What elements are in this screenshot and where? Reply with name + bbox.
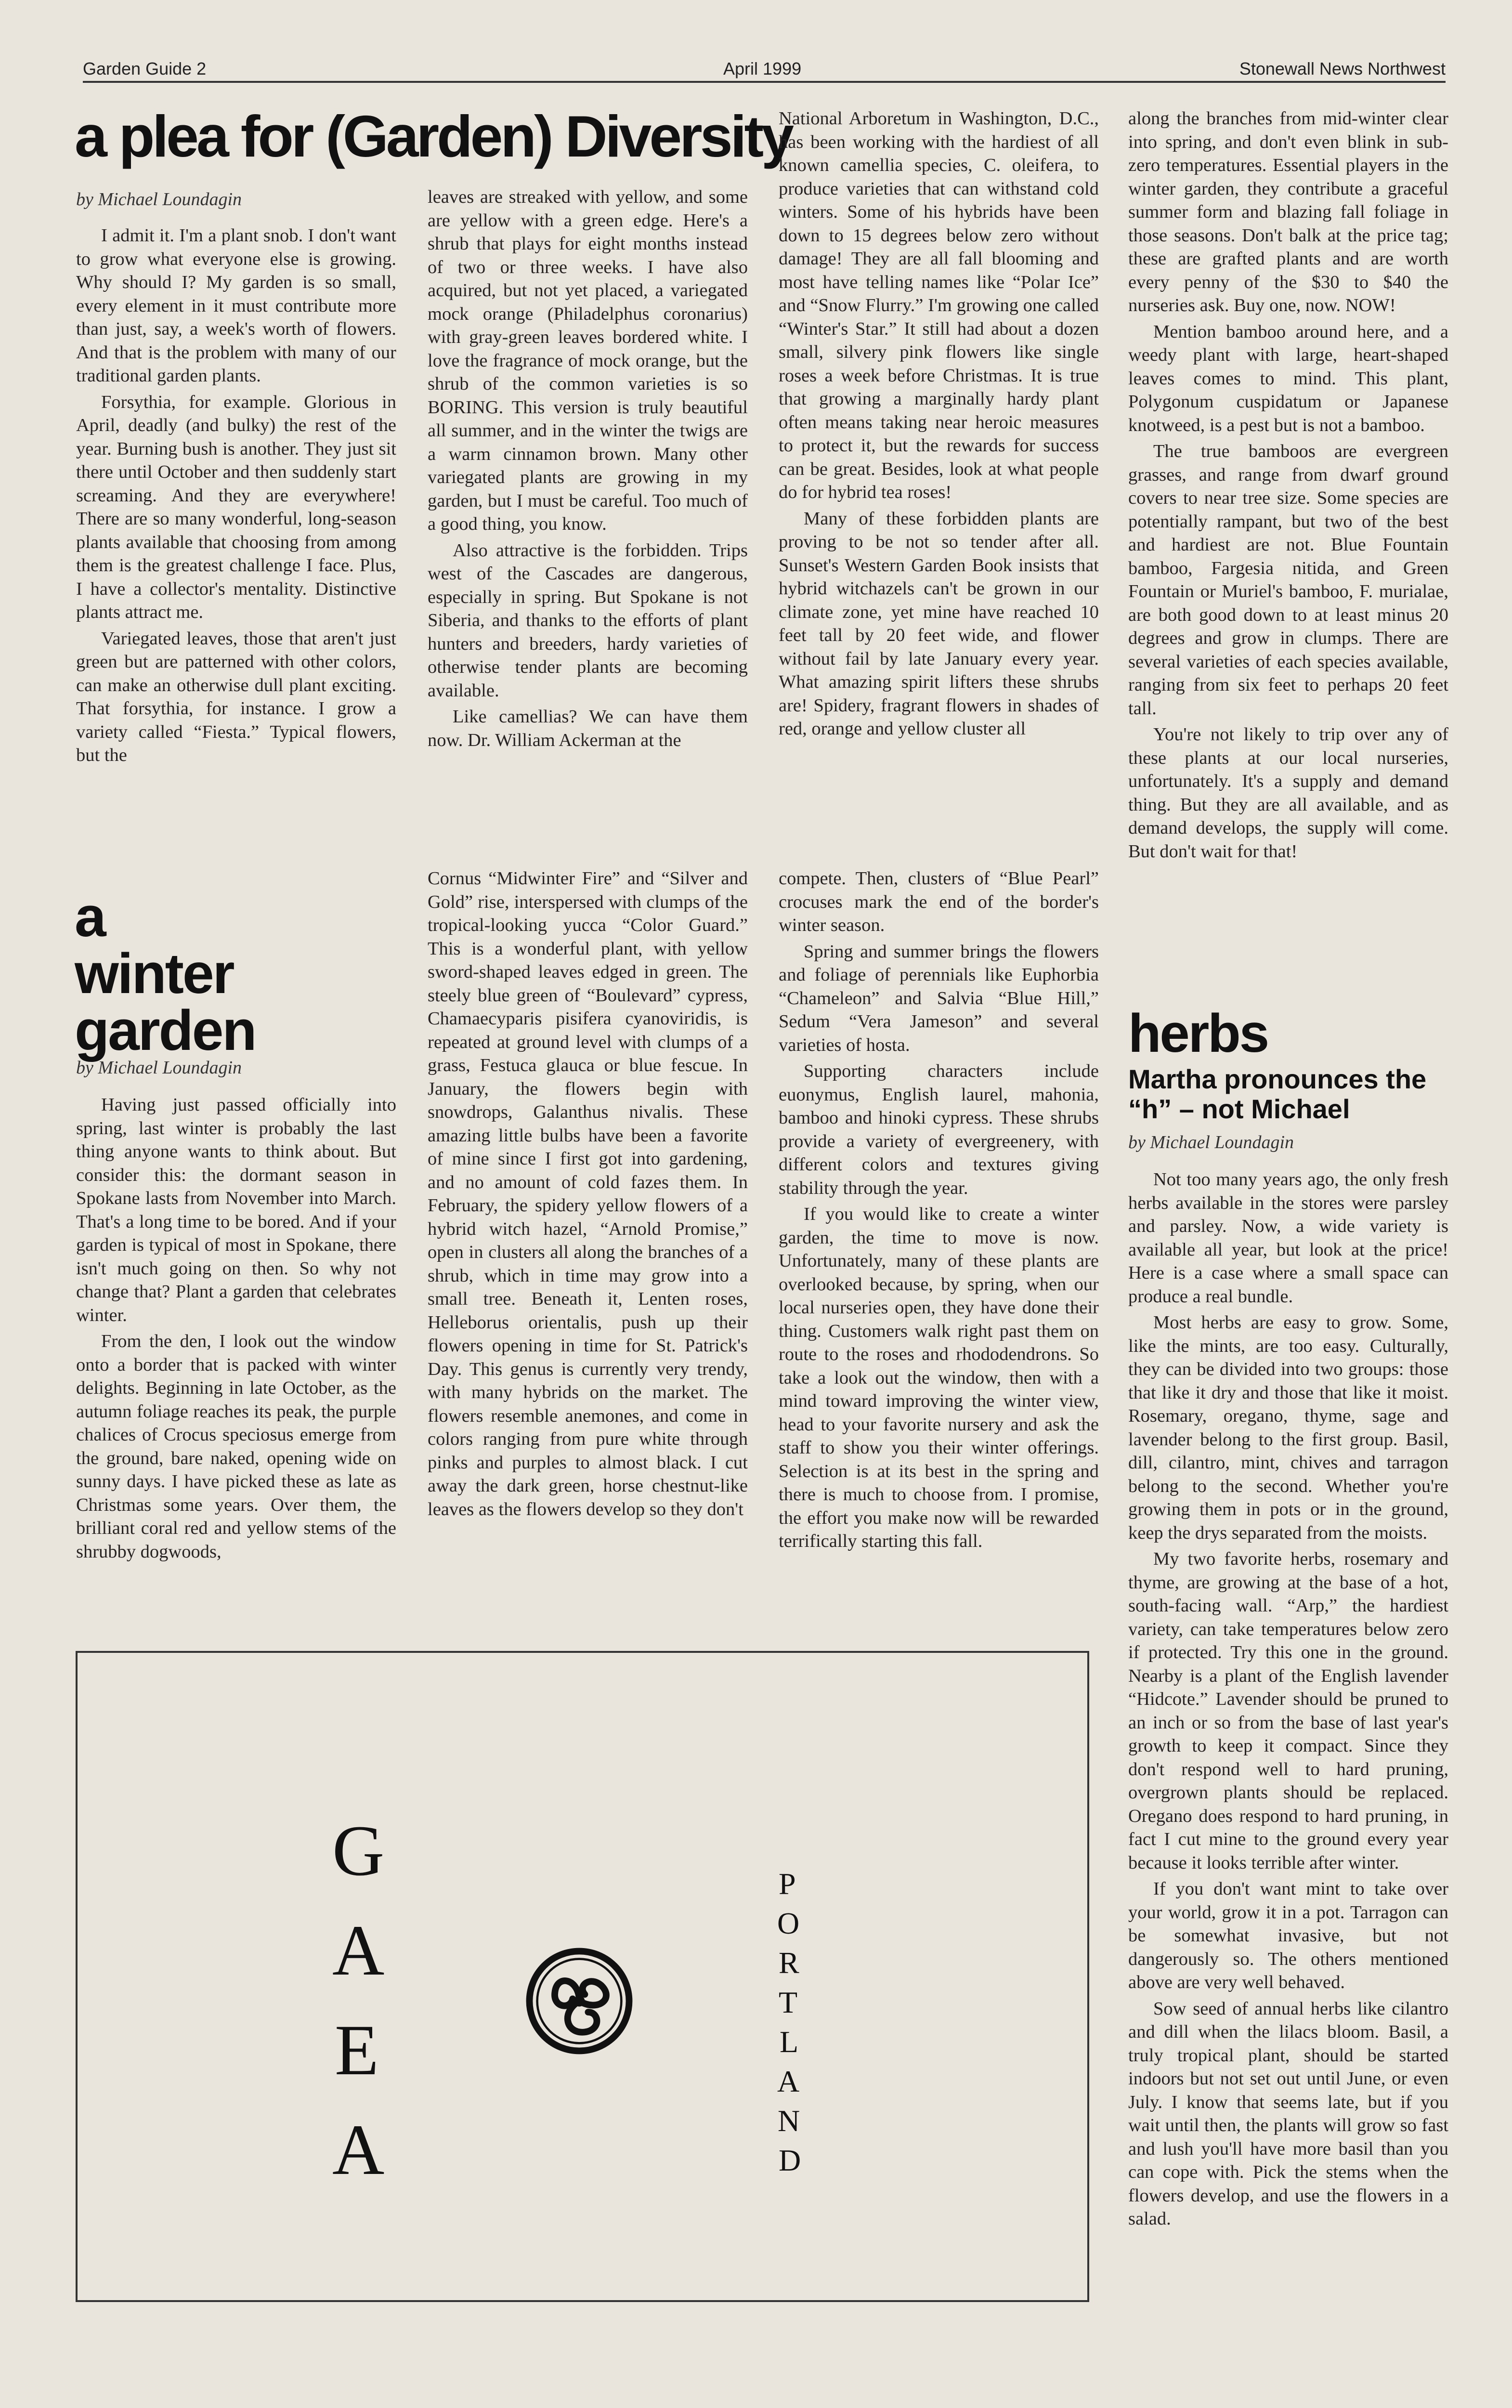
celtic-triskele-icon: [524, 1946, 635, 2056]
paragraph: Spring and summer brings the flowers and foliage of perennials like Euphorbia “Chameleon” and Salvia “Blue Hill,” Sedum “Vera Jameson” and several varieties of hosta.: [779, 941, 1099, 1055]
paragraph: Mention bamboo around here, and a weedy plant with large, heart-shaped leaves comes to mind. This plant, Polygonum cuspidatum or Japanese knotweed, is a pest but is not a bamboo.: [1128, 321, 1448, 435]
ad-letter: E: [335, 2010, 379, 2090]
paragraph: Sow seed of annual herbs like cilantro and dill when the lilacs bloom. Basil, a truly tropical plant, should be started indoors but not set out until June, or even July. I know that seems late, but if you wait until then, the plants will grow so fast and lush you'll have more basil than you can cope with. Pick the stems when the flowers develop, and use the flowers in a salad.: [1128, 1998, 1448, 2229]
paragraph: If you would like to create a winter garden, the time to move is now. Unfortunately, many of these plants are overlooked because, by spring, when our local nurseries open, they have done their thing. Customers walk right past them on route to the roses and rhododendrons. So take a look out the window, then with a mind toward improving the winter view, head to your favorite nursery and ask the staff to show you their winter offerings. Selection is at its best in the spring and there is much to choose from. I promise, the effort you make now will be rewarded terrifically starting this fall.: [779, 1204, 1099, 1551]
paragraph: You're not likely to trip over any of these plants at our local nurseries, unfortunately. It's a supply and demand thing. But they are all available, and as demand develops, the supply will come. But don't wait for that!: [1128, 724, 1448, 862]
issue-date: April 1999: [723, 59, 802, 79]
winter-column-2: [428, 867, 748, 1613]
paragraph: compete. Then, clusters of “Blue Pearl” crocuses mark the end of the border's winter season.: [779, 868, 1099, 935]
paragraph: From the den, I look out the window onto a border that is packed with winter delights. Beginning in late October, as the autumn foliage reaches its peak, the purple chalices of Crocus speciosus emerge from the ground, bare naked, opening wide on sunny days. I have picked these as late as Christmas some years. Over them, the brilliant coral red and yellow stems of the shrubby dogwoods,: [76, 1331, 396, 1562]
article-title-diversity: a plea for (Garden) Diversity: [75, 104, 792, 169]
paragraph: Like camellias? We can have them now. Dr. William Ackerman at the: [428, 707, 748, 750]
herbs-column: [1128, 1168, 1448, 2372]
publication-name: Stonewall News Northwest: [1239, 59, 1446, 79]
ad-city-letter: O: [777, 1906, 800, 1940]
ad-city-letter: R: [779, 1946, 799, 1980]
paragraph: Variegated leaves, those that aren't just green but are patterned with other colors, can make an otherwise dull plant exciting. That forsythia, for instance. I grow a variety called “Fiesta.” Typical flowers, but the: [76, 628, 396, 765]
paragraph: I admit it. I'm a plant snob. I don't want to grow what everyone else is growing. Why should I? My garden is so small, every element in it must contribute more than just, say, a week's worth of flowers. And that is the problem with many of our traditional garden plants.: [76, 225, 396, 386]
paragraph: My two favorite herbs, rosemary and thyme, are growing at the base of a hot, south-facing wall. “Arp,” the hardiest variety, can take temperatures below zero if protected. Try this one in the ground. Nearby is a plant of the English lavender “Hidcote.” Lavender should be pruned to an inch or so from the base of last year's growth to keep it compact. Since they don't respond well to hard pruning, overgrown plants should be replaced. Oregano does respond to hard pruning, in fact I cut mine to the ground every year because it looks terrible after winter.: [1128, 1549, 1448, 1873]
paragraph: Supporting characters include euonymus, English laurel, mahonia, bamboo and hinoki cypress. These shrubs provide a variety of evergreenery, with different colors and textures giving stability through the year.: [779, 1061, 1099, 1198]
ad-city-letter: T: [779, 1985, 798, 2019]
article-title-herbs: herbs: [1128, 1003, 1268, 1063]
winter-column-3: [779, 867, 1099, 1613]
ad-letter: G: [332, 1811, 385, 1891]
page-header: [83, 59, 1446, 83]
paragraph: Having just passed officially into spring, last winter is probably the last thing anyone wants to think about. But consider this: the dormant season in Spokane lasts from November into March. That's a long time to be bored. And if your garden is typical of most in Spokane, there isn't much going on then. So why not change that? Plant a garden that celebrates winter.: [76, 1095, 396, 1325]
title-line: a: [75, 885, 105, 949]
diversity-column-1: [76, 224, 396, 845]
paragraph: leaves are streaked with yellow, and some are yellow with a green edge. Here's a shrub that plays for eight months instead of two or three weeks. I have also acquired, but not yet placed, a variegated mock orange (Philadelphus coronarius) with gray-green leaves bordered white. I love the fragrance of mock orange, but the shrub of the common varieties is so BORING. This version is truly beautiful all summer, and in the winter the twigs are a warm cinnamon brown. Many other variegated plants are growing in my garden, but I must be careful. Too much of a good thing, you know.: [428, 187, 748, 534]
paragraph: Forsythia, for example. Glorious in April, deadly (and bulky) the rest of the year. Burning bush is another. They just sit there until October and then suddenly start screaming. And they are everywhere! There are so many wonderful, long-season plants available that choosing from among them is the greatest challenge I face. Plus, I have a collector's mentality. Distinctive plants attract me.: [76, 392, 396, 622]
header-rule: [83, 81, 1446, 83]
ad-letter: A: [332, 2110, 385, 2190]
paragraph: Also attractive is the forbidden. Trips west of the Cascades are dangerous, especially in spring. But Spokane is not Siberia, and thanks to the efforts of plant hunters and breeders, hardy varieties of otherwise tender plants are becoming available.: [428, 540, 748, 701]
diversity-column-3: [779, 107, 1099, 845]
title-line: winter: [75, 942, 234, 1006]
paragraph: The true bamboos are evergreen grasses, and range from dwarf ground covers to near tree size. Some species are potentially rampant, but two of the best and hardiest are not. Blue Fountain bamboo, Fargesia nitida, and Green Fountain or Muriel's bamboo, F. murialae, are both good down to at least minus 20 degrees and grow in clumps. There are several varieties of each species available, ranging from six feet to perhaps 20 feet tall.: [1128, 441, 1448, 719]
article-subtitle-herbs: Martha pronounces the “h” – not Michael: [1128, 1064, 1427, 1124]
byline-winter-garden: by Michael Loundagin: [76, 1058, 242, 1078]
winter-column-1: [76, 1093, 396, 1613]
paragraph: Cornus “Midwinter Fire” and “Silver and Gold” rise, interspersed with clumps of the tropical-looking yucca “Color Guard.” This is a wonderful plant, with yellow sword-shaped leaves edged in green. The steely blue green of “Boulevard” cypress, Chamaecyparis pisifera cyanoviridis, is repeated at ground level with clumps of a grass, Festuca glauca or blue fescue. In January, the flowers begin with snowdrops, Galanthus nivalis. These amazing little bulbs have been a favorite of mine since I first got into gardening, and no amount of cold fazes them. In February, the spidery yellow flowers of a hybrid witch hazel, “Arnold Promise,” open in clusters all along the branches of a shrub, which in time may grow into a small tree. Beneath it, Lenten roses, Helleborus orientalis, push up their flowers opening in time for St. Patrick's Day. This genus is currently very trendy, with many hybrids on the market. The flowers resemble anemones, and come in colors ranging from pure white through pinks and purples to almost black. I cut away the dark green, horse chestnut-like leaves as the flowers develop so they don't: [428, 868, 748, 1519]
diversity-column-2: [428, 185, 748, 845]
byline-herbs: by Michael Loundagin: [1128, 1132, 1294, 1152]
paragraph: along the branches from mid-winter clear into spring, and don't even blink in sub-zero temperatures. Essential players in the winter garden, they contribute a graceful summer form and blazing fall foliage in those seasons. Don't balk at the price tag; these are grafted plants and are worth every penny of the $30 to $40 the nurseries ask. Buy one, now. NOW!: [1128, 108, 1448, 315]
paragraph: National Arboretum in Washington, D.C., has been working with the hardiest of all known camellia species, C. oleifera, to produce varieties that can withstand cold winters. Some of his hybrids have been down to 15 degrees below zero without damage! They are all fall blooming and most have telling names like “Polar Ice” and “Snow Flurry.” I'm growing one called “Winter's Star.” It still had about a dozen small, silvery pink flowers like single roses a week before Christmas. It is true that growing a marginally hardy plant often means taking near heroic measures to protect it, but the rewards for success can be great. Besides, look at what people do for hybrid tea roses!: [779, 108, 1099, 502]
section-label: Garden Guide 2: [83, 59, 207, 79]
byline-diversity: by Michael Loundagin: [76, 189, 242, 209]
article-title-winter-garden: [75, 885, 256, 1062]
ad-city-letter: P: [779, 1867, 796, 1901]
paragraph: Not too many years ago, the only fresh herbs available in the stores were parsley and parsley. Now, a wide variety is available all year, but look at the price! Here is a case where a small space can produce a real bundle.: [1128, 1169, 1448, 1307]
ad-city-letter: D: [779, 2143, 801, 2177]
ad-city-letter: A: [777, 2064, 800, 2098]
paragraph: Many of these forbidden plants are proving to be not so tender after all. Sunset's Western Garden Book insists that hybrid witchazels can't be grown in our climate zone, yet mine have reached 10 feet tall by 20 feet wide, and flower without fail by late January every year. What amazing spirit lifters these shrubs are! Spidery, fragrant flowers in shades of red, orange and yellow cluster all: [779, 508, 1099, 739]
title-line: garden: [75, 999, 256, 1062]
paragraph: If you don't want mint to take over your world, grow it in a pot. Tarragon can be somewhat invasive, but not dangerously so. The others mentioned above are very well behaved.: [1128, 1879, 1448, 1992]
diversity-column-4: [1128, 107, 1448, 974]
ad-city-letter: N: [778, 2104, 800, 2138]
ad-city-letter: L: [780, 2025, 799, 2059]
ad-letter: A: [332, 1911, 385, 1990]
paragraph: Most herbs are easy to grow. Some, like the mints, are too easy. Culturally, they can be divided into two groups: those that like it dry and those that like it moist. Rosemary, oregano, thyme, sage and lavender belong to the first group. Basil, dill, cilantro, mint, chives and tarragon belong to the second. Whether you're growing them in pots or in the ground, keep the drys separated from the moists.: [1128, 1312, 1448, 1543]
